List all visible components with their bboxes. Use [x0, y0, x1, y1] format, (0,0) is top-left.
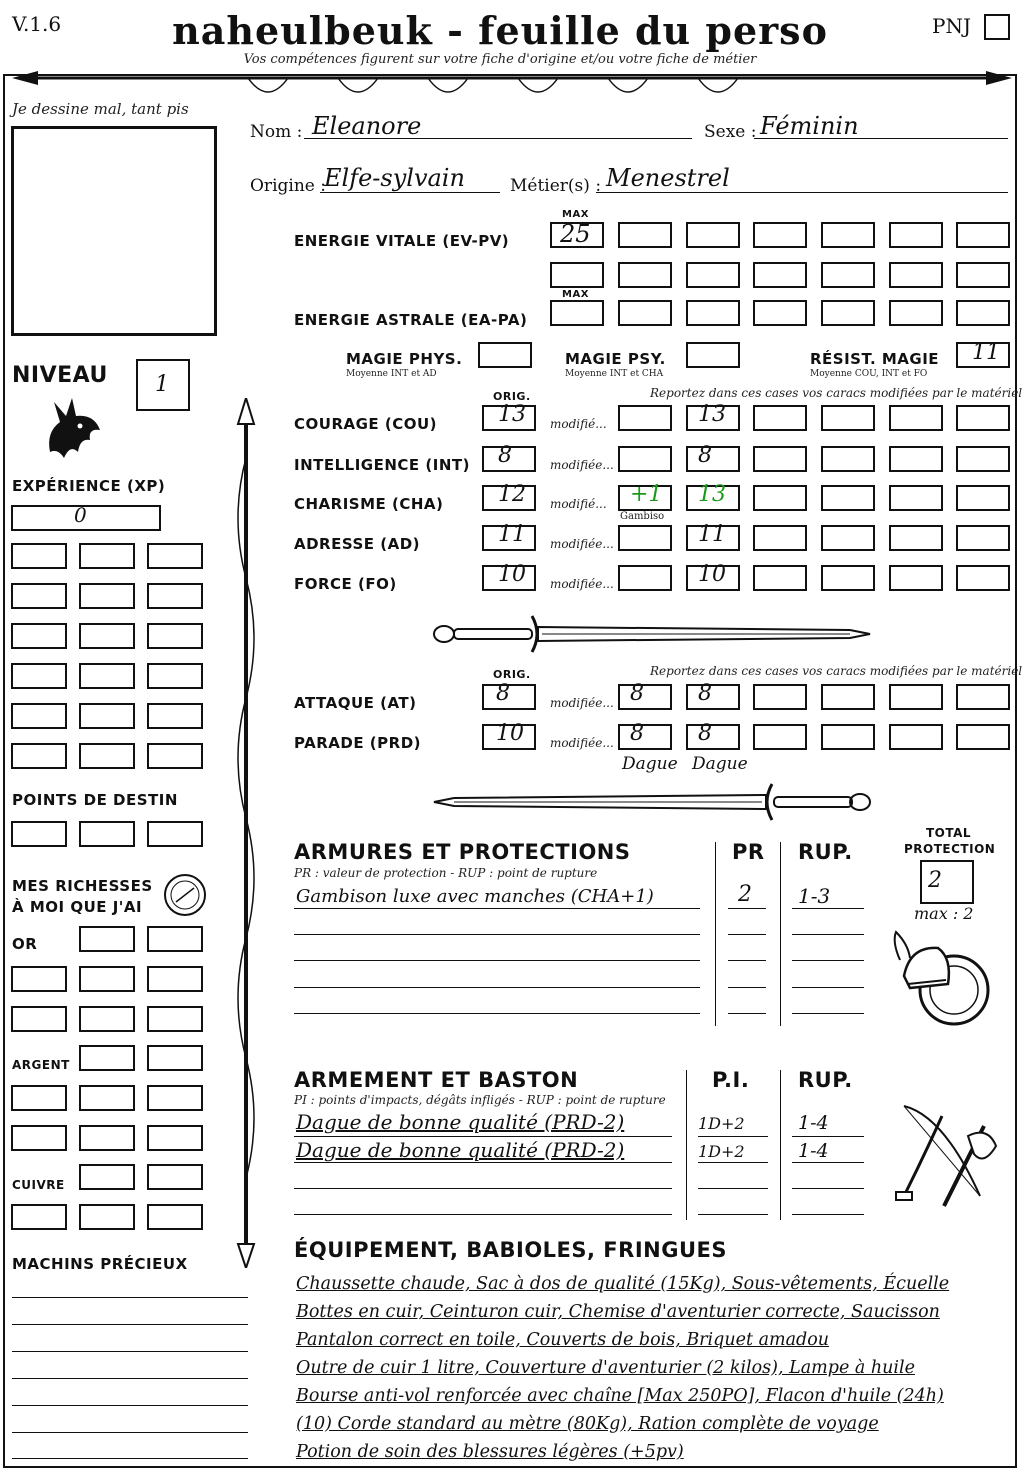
combat-label: PARADE (PRD)	[294, 734, 422, 752]
xp-box-cell[interactable]	[147, 703, 203, 729]
machins-line[interactable]	[12, 1324, 248, 1325]
weapons-title: ARMEMENT ET BASTON	[294, 1068, 579, 1092]
magie-phys-sub: Moyenne INT et AD	[346, 369, 437, 379]
xp-box-cell[interactable]	[11, 543, 67, 569]
stat-final-value: 8	[698, 443, 712, 468]
armor-item-rup[interactable]: 1-3	[798, 884, 831, 908]
stat-extra-box[interactable]	[753, 405, 807, 431]
money-box[interactable]	[11, 1006, 67, 1032]
armor-line-name[interactable]	[294, 960, 700, 961]
weapon-line-rup[interactable]	[792, 1162, 864, 1163]
stat-mod-value: +1	[630, 482, 663, 507]
stat-extra-box[interactable]	[956, 446, 1010, 472]
stat-orig-value: 8	[498, 443, 512, 468]
armor-note: PR : valeur de protection - RUP : point de rupture	[294, 866, 598, 880]
metier-line	[596, 192, 1008, 193]
sword-divider-1	[430, 612, 874, 656]
armor-pr-label: PR	[732, 840, 765, 864]
armor-line-pr[interactable]	[728, 987, 766, 988]
money-box[interactable]	[147, 1045, 203, 1071]
equipment-line[interactable]: Chaussette chaude, Sac à dos de qualité (15Kg), Sous-vêtements, Écuelle	[296, 1274, 950, 1294]
equipment-line[interactable]: Outre de cuir 1 litre, Couverture d'aventurier (2 kilos), Lampe à huile	[296, 1358, 915, 1378]
ea-box[interactable]	[753, 300, 807, 326]
money-box[interactable]	[11, 966, 67, 992]
armor-line-pr[interactable]	[728, 934, 766, 935]
stat-mod-label: modifiée...	[550, 537, 614, 551]
magie-psy-label: MAGIE PSY.	[565, 350, 666, 368]
ea-box[interactable]	[889, 300, 943, 326]
weapons-col-sep-2	[780, 1070, 781, 1220]
weapon-line-name[interactable]	[294, 1214, 672, 1215]
stat-extra-box[interactable]	[956, 485, 1010, 511]
argent-label: ARGENT	[12, 1058, 70, 1072]
combat-mod-box[interactable]	[618, 724, 672, 750]
money-box[interactable]	[147, 1204, 203, 1230]
ev-box[interactable]	[956, 222, 1010, 248]
stat-mod-label: modifié...	[550, 497, 607, 511]
helmet-shield-icon	[890, 928, 1000, 1038]
ev-box-row2[interactable]	[821, 262, 875, 288]
stat-extra-box[interactable]	[889, 565, 943, 591]
sheet-title: naheulbeuk - feuille du perso	[172, 8, 828, 53]
stat-mod-note: Gambiso	[620, 511, 665, 522]
staff-divider	[228, 398, 264, 1268]
weapon-item-1-name[interactable]: Dague de bonne qualité (PRD-2)	[296, 1110, 625, 1134]
combat-label: ATTAQUE (AT)	[294, 694, 417, 712]
stat-extra-box[interactable]	[821, 525, 875, 551]
weapon-note-1: Dague	[622, 754, 678, 774]
destin-box[interactable]	[147, 821, 203, 847]
stat-extra-box[interactable]	[889, 485, 943, 511]
sheet-subtitle: Vos compétences figurent sur votre fiche d'origine et/ou votre fiche de métier	[243, 52, 757, 67]
stat-orig-value: 11	[498, 522, 526, 547]
xp-label: EXPÉRIENCE (XP)	[12, 477, 166, 495]
origine-label: Origine :	[250, 176, 326, 196]
xp-box-cell[interactable]	[11, 663, 67, 689]
combat-extra-box[interactable]	[821, 724, 875, 750]
weapons-rup-label: RUP.	[798, 1068, 853, 1092]
xp-value: 0	[74, 503, 87, 527]
money-box[interactable]	[79, 1085, 135, 1111]
stat-label: CHARISME (CHA)	[294, 495, 444, 513]
money-box[interactable]	[11, 1125, 67, 1151]
richesses-label-1: MES RICHESSES	[12, 877, 153, 895]
ev-box-row2[interactable]	[618, 262, 672, 288]
ev-box[interactable]	[753, 222, 807, 248]
stat-final-value: 11	[698, 522, 726, 547]
weapon-line-pi[interactable]	[698, 1188, 768, 1189]
stat-extra-box[interactable]	[956, 405, 1010, 431]
xp-box-cell[interactable]	[11, 623, 67, 649]
weapon-line-rup[interactable]	[792, 1214, 864, 1215]
equipment-line[interactable]: Potion de soin des blessures légères (+5pv)	[296, 1442, 684, 1462]
origine-value[interactable]: Elfe-sylvain	[324, 164, 465, 192]
resist-magie-label: RÉSIST. MAGIE	[810, 350, 940, 368]
combat-extra-box[interactable]	[821, 684, 875, 710]
machins-line[interactable]	[12, 1351, 248, 1352]
armor-item-pr[interactable]: 2	[738, 882, 752, 907]
ev-max-label: MAX	[562, 209, 589, 220]
ev-box-row2[interactable]	[956, 262, 1010, 288]
combat-extra-box[interactable]	[889, 684, 943, 710]
armor-line-rup[interactable]	[792, 1013, 864, 1014]
money-box[interactable]	[11, 1204, 67, 1230]
ev-box-row2[interactable]	[550, 262, 604, 288]
stat-extra-box[interactable]	[889, 525, 943, 551]
weapon-item-2-name[interactable]: Dague de bonne qualité (PRD-2)	[296, 1138, 625, 1162]
xp-box-cell[interactable]	[79, 583, 135, 609]
weapons-col-sep-1	[686, 1070, 687, 1220]
stat-label: COURAGE (COU)	[294, 415, 438, 433]
stat-extra-box[interactable]	[753, 485, 807, 511]
stat-extra-box[interactable]	[889, 405, 943, 431]
stats-report-note: Reportez dans ces cases vos caracs modifiées par le matériel	[650, 386, 1023, 400]
xp-box-cell[interactable]	[11, 583, 67, 609]
niveau-label: NIVEAU	[12, 363, 108, 388]
stat-mod-box[interactable]	[618, 565, 672, 591]
destin-box[interactable]	[79, 821, 135, 847]
combat-extra-box[interactable]	[889, 724, 943, 750]
weapon-item-2-pi[interactable]: 1D+2	[698, 1142, 745, 1161]
armor-line-name[interactable]	[294, 987, 700, 988]
money-box[interactable]	[79, 966, 135, 992]
xp-box-cell[interactable]	[79, 703, 135, 729]
machins-line[interactable]	[12, 1297, 248, 1298]
armor-line-name[interactable]	[294, 934, 700, 935]
destin-box[interactable]	[11, 821, 67, 847]
total-protection-value: 2	[928, 868, 942, 893]
ev-box-row2[interactable]	[753, 262, 807, 288]
ev-label: ENERGIE VITALE (EV-PV)	[294, 232, 510, 250]
equipment-line[interactable]: (10) Corde standard au mètre (80Kg), Ration complète de voyage	[296, 1414, 879, 1434]
xp-box-cell[interactable]	[147, 543, 203, 569]
equipment-line[interactable]: Bourse anti-vol renforcée avec chaîne [Max 250PO], Flacon d'huile (24h)	[296, 1386, 944, 1406]
equipment-line[interactable]: Pantalon correct en toile, Couverts de bois, Briquet amadou	[296, 1330, 830, 1350]
combat-mod-value: 8	[630, 721, 644, 746]
ev-box-row2[interactable]	[889, 262, 943, 288]
niveau-value: 1	[155, 372, 169, 397]
combat-orig-label: ORIG.	[493, 668, 531, 681]
xp-box-cell[interactable]	[11, 703, 67, 729]
stat-mod-label: modifiée...	[550, 577, 614, 591]
weapon-item-1-pi[interactable]: 1D+2	[698, 1114, 745, 1133]
money-box[interactable]	[147, 966, 203, 992]
stat-orig-value: 12	[498, 482, 526, 507]
stat-mod-box[interactable]	[618, 405, 672, 431]
ea-box[interactable]	[686, 300, 740, 326]
xp-box-cell[interactable]	[79, 543, 135, 569]
ea-box[interactable]	[956, 300, 1010, 326]
money-box[interactable]	[147, 926, 203, 952]
ea-box[interactable]	[618, 300, 672, 326]
weapon-item-2-rup[interactable]: 1-4	[798, 1140, 829, 1162]
magie-psy-box[interactable]	[686, 342, 740, 368]
xp-box-cell[interactable]	[147, 663, 203, 689]
combat-final-box[interactable]	[686, 724, 740, 750]
stat-final-value: 10	[698, 562, 726, 587]
stat-final-value: 13	[698, 402, 726, 427]
portrait-caption: Je dessine mal, tant pis	[12, 100, 189, 118]
ea-box[interactable]	[821, 300, 875, 326]
armor-line-rup[interactable]	[792, 987, 864, 988]
magie-phys-box[interactable]	[478, 342, 532, 368]
combat-orig-value: 8	[496, 681, 510, 706]
xp-box-cell[interactable]	[11, 743, 67, 769]
combat-report-note: Reportez dans ces cases vos caracs modifiées par le matériel	[650, 664, 1023, 678]
coin-icon	[162, 872, 208, 918]
money-box[interactable]	[147, 1125, 203, 1151]
stat-extra-box[interactable]	[753, 565, 807, 591]
nom-label: Nom :	[250, 122, 303, 142]
weapons-pi-label: P.I.	[712, 1068, 750, 1092]
stat-extra-box[interactable]	[821, 565, 875, 591]
weapon-item-1-rup[interactable]: 1-4	[798, 1112, 829, 1134]
sexe-label: Sexe :	[704, 122, 757, 142]
sword-divider-2	[430, 780, 874, 824]
weapon-line-pi[interactable]	[698, 1162, 768, 1163]
combat-mod-value: 8	[630, 681, 644, 706]
pnj-checkbox[interactable]	[984, 14, 1010, 40]
weapons-note: PI : points d'impacts, dégâts infligés - RUP : point de rupture	[294, 1093, 666, 1107]
weapon-line-rup[interactable]	[792, 1188, 864, 1189]
stat-extra-box[interactable]	[889, 446, 943, 472]
ea-max-label: MAX	[562, 289, 589, 300]
combat-mod-label: modifiée...	[550, 736, 614, 750]
stat-mod-box[interactable]	[618, 446, 672, 472]
money-box[interactable]	[79, 1204, 135, 1230]
total-protection-label-2: PROTECTION	[904, 842, 996, 856]
ea-max-box[interactable]	[550, 300, 604, 326]
combat-extra-box[interactable]	[956, 684, 1010, 710]
equipment-line[interactable]: Bottes en cuir, Ceinturon cuir, Chemise d'aventurier correcte, Saucisson	[296, 1302, 940, 1322]
stat-extra-box[interactable]	[821, 405, 875, 431]
money-box[interactable]	[11, 1085, 67, 1111]
ea-label: ENERGIE ASTRALE (EA-PA)	[294, 311, 528, 329]
machins-line[interactable]	[12, 1405, 248, 1406]
machins-label: MACHINS PRÉCIEUX	[12, 1255, 188, 1273]
stat-extra-box[interactable]	[753, 446, 807, 472]
stat-mod-label: modifié...	[550, 417, 607, 431]
stat-label: FORCE (FO)	[294, 575, 397, 593]
stat-mod-box[interactable]	[618, 525, 672, 551]
richesses-label-2: À MOI QUE J'AI	[12, 898, 143, 916]
xp-box-cell[interactable]	[147, 623, 203, 649]
money-box[interactable]	[147, 1006, 203, 1032]
armor-title: ARMURES ET PROTECTIONS	[294, 840, 631, 864]
crossed-weapons-icon	[884, 1096, 1004, 1216]
pnj-label: PNJ	[932, 14, 971, 38]
magie-psy-sub: Moyenne INT et CHA	[565, 369, 664, 379]
combat-extra-box[interactable]	[956, 724, 1010, 750]
xp-box-cell[interactable]	[79, 663, 135, 689]
dragon-icon	[40, 392, 106, 464]
xp-box-cell[interactable]	[79, 743, 135, 769]
ev-box[interactable]	[889, 222, 943, 248]
destin-label: POINTS DE DESTIN	[12, 791, 178, 809]
version-label: V.1.6	[12, 12, 62, 36]
combat-final-box[interactable]	[686, 684, 740, 710]
stat-label: ADRESSE (AD)	[294, 535, 421, 553]
weapon-line-name[interactable]	[294, 1188, 672, 1189]
stat-orig-value: 10	[498, 562, 526, 587]
stat-extra-box[interactable]	[821, 446, 875, 472]
money-box[interactable]	[79, 1164, 135, 1190]
magie-phys-label: MAGIE PHYS.	[346, 350, 463, 368]
weapon-note-2: Dague	[692, 754, 748, 774]
ev-box[interactable]	[686, 222, 740, 248]
ev-box-row2[interactable]	[686, 262, 740, 288]
combat-mod-box[interactable]	[618, 684, 672, 710]
money-box[interactable]	[147, 1085, 203, 1111]
weapon-line-name[interactable]	[294, 1162, 672, 1163]
resist-magie-sub: Moyenne COU, INT et FO	[810, 369, 928, 379]
combat-extra-box[interactable]	[753, 724, 807, 750]
ev-box[interactable]	[821, 222, 875, 248]
equipment-title: ÉQUIPEMENT, BABIOLES, FRINGUES	[294, 1238, 727, 1262]
total-protection-max: max : 2	[914, 904, 974, 923]
machins-line[interactable]	[12, 1458, 248, 1459]
stat-final-value: 13	[698, 482, 726, 507]
portrait-box[interactable]	[11, 126, 217, 336]
or-label: OR	[12, 935, 38, 953]
machins-line[interactable]	[12, 1432, 248, 1433]
combat-final-value: 8	[698, 721, 712, 746]
ev-max-value: 25	[560, 220, 591, 248]
machins-line[interactable]	[12, 1378, 248, 1379]
combat-mod-label: modifiée...	[550, 696, 614, 710]
combat-final-value: 8	[698, 681, 712, 706]
origine-line	[320, 192, 500, 193]
ev-box[interactable]	[618, 222, 672, 248]
stat-mod-label: modifiée...	[550, 458, 614, 472]
sexe-value[interactable]: Féminin	[760, 112, 859, 140]
weapon-line-name[interactable]	[294, 1136, 672, 1137]
xp-box-cell[interactable]	[79, 623, 135, 649]
weapon-line-pi[interactable]	[698, 1214, 768, 1215]
stats-orig-label: ORIG.	[493, 390, 531, 403]
armor-col-sep-1	[715, 842, 716, 1026]
weapon-line-rup[interactable]	[792, 1136, 864, 1137]
stat-orig-value: 13	[498, 402, 526, 427]
weapon-line-pi[interactable]	[698, 1136, 768, 1137]
stat-final-box[interactable]	[686, 446, 740, 472]
armor-line-pr[interactable]	[728, 960, 766, 961]
armor-line-rup[interactable]	[792, 908, 864, 909]
resist-magie-value: 11	[972, 340, 1000, 365]
armor-line-name[interactable]	[294, 908, 700, 909]
stat-extra-box[interactable]	[956, 525, 1010, 551]
stat-extra-box[interactable]	[753, 525, 807, 551]
money-box[interactable]	[79, 1045, 135, 1071]
armor-line-rup[interactable]	[792, 934, 864, 935]
cuivre-label: CUIVRE	[12, 1178, 65, 1192]
combat-extra-box[interactable]	[753, 684, 807, 710]
stat-extra-box[interactable]	[956, 565, 1010, 591]
stat-label: INTELLIGENCE (INT)	[294, 456, 470, 474]
metier-label: Métier(s) :	[510, 176, 602, 196]
money-box[interactable]	[79, 1125, 135, 1151]
armor-line-name[interactable]	[294, 1013, 700, 1014]
combat-orig-value: 10	[496, 721, 524, 746]
metier-value[interactable]: Menestrel	[606, 164, 730, 192]
money-box[interactable]	[147, 1164, 203, 1190]
armor-item-name[interactable]: Gambison luxe avec manches (CHA+1)	[296, 886, 654, 907]
armor-line-pr[interactable]	[728, 908, 766, 909]
armor-line-pr[interactable]	[728, 1013, 766, 1014]
armor-rup-label: RUP.	[798, 840, 853, 864]
money-box[interactable]	[79, 926, 135, 952]
xp-box-cell[interactable]	[147, 583, 203, 609]
nom-value[interactable]: Eleanore	[312, 112, 422, 140]
stat-extra-box[interactable]	[821, 485, 875, 511]
armor-line-rup[interactable]	[792, 960, 864, 961]
money-box[interactable]	[79, 1006, 135, 1032]
xp-box-cell[interactable]	[147, 743, 203, 769]
total-protection-label-1: TOTAL	[926, 826, 972, 840]
armor-col-sep-2	[780, 842, 781, 1026]
